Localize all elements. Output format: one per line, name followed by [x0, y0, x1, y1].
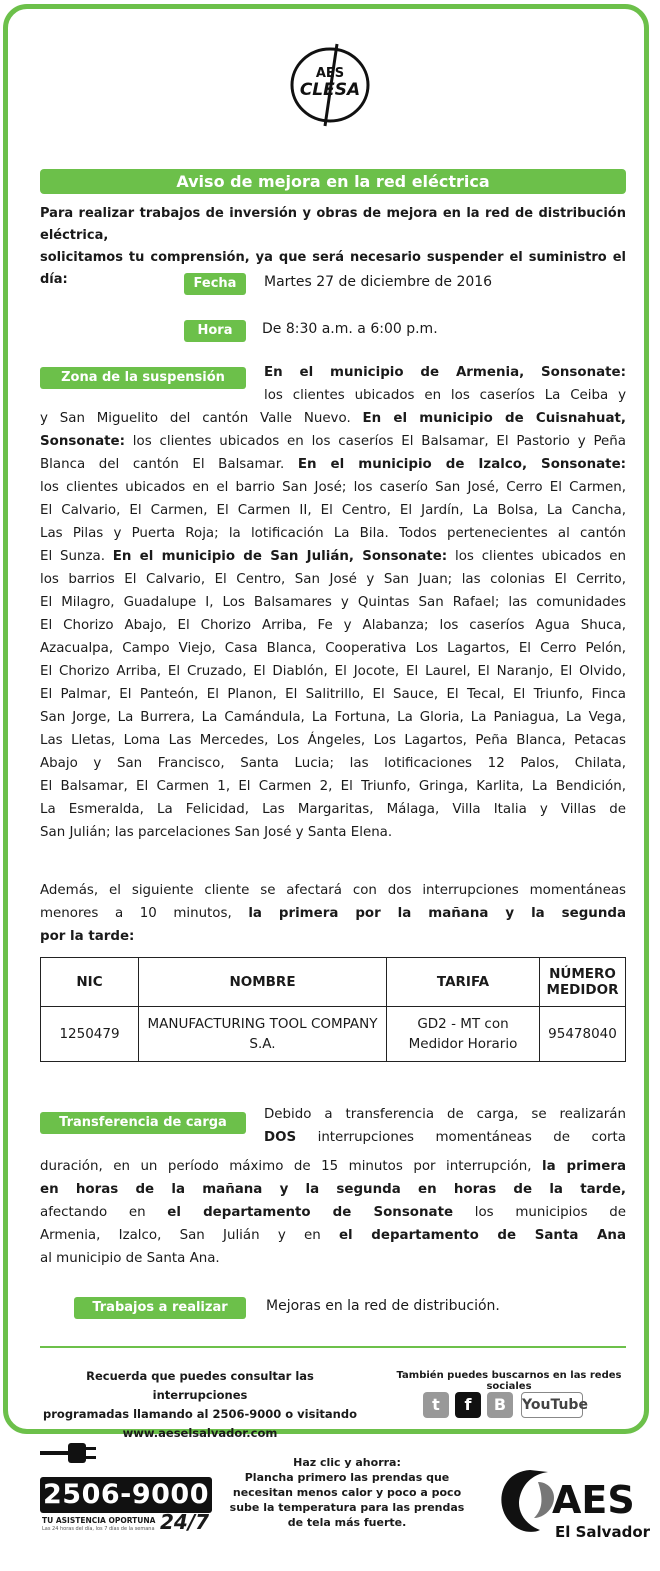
- tip-line: Plancha primero las prendas que: [244, 1471, 450, 1484]
- twitter-icon[interactable]: t: [423, 1392, 449, 1418]
- text-line: [40, 798, 626, 821]
- bold-text: en horas de la mañana y la segunda en horas de la tarde,: [40, 1182, 626, 1197]
- text: El Sunza.: [40, 549, 113, 564]
- bold-text: el departamento de Sonsonate: [167, 1205, 454, 1220]
- text-line: [40, 499, 626, 522]
- text-line: [40, 1201, 626, 1224]
- text-line: [40, 706, 626, 729]
- text: Las Pilas y Puerta Roja; la lotificación La Bila. Todos pertenecientes al cantón: [40, 526, 626, 541]
- recuerda-line: programadas llamando al 2506-9000 o visitando: [43, 1407, 357, 1421]
- transferencia-text: [40, 1155, 626, 1270]
- text: San Jorge, La Burrera, La Camándula, La Fortuna, La Gloria, La Paniagua, La Vega,: [40, 710, 626, 725]
- ademas-text: [40, 879, 626, 948]
- text-line: [40, 1224, 626, 1247]
- transferencia-label: Transferencia de carga: [40, 1112, 246, 1134]
- intro-line: solicitamos tu comprensión, ya que será necesario suspender el suministro el día:: [40, 250, 626, 287]
- text-line: [40, 1247, 626, 1270]
- text-line: [40, 775, 626, 798]
- hora-label: Hora: [184, 320, 246, 342]
- bold-text: por la tarde:: [40, 929, 135, 944]
- table-header-row: [41, 958, 626, 1007]
- zona-text: [40, 407, 626, 844]
- recuerda-line: Recuerda que puedes consultar las interrupciones: [86, 1369, 314, 1402]
- text-line: [40, 614, 626, 637]
- text: interrupciones momentáneas de corta: [296, 1130, 626, 1145]
- text: La Esmeralda, La Felicidad, Las Margaritas, Málaga, Villa Italia y Villas de: [40, 802, 626, 817]
- text: los clientes ubicados en el barrio San José; los caserío San José, Cerro El Carmen,: [40, 480, 626, 495]
- ahorro-tip: [222, 1455, 472, 1530]
- text: San Julián; las parcelaciones San José y Santa Elena.: [40, 825, 393, 840]
- text: menores a 10 minutos,: [40, 906, 249, 921]
- text-line: [40, 1155, 626, 1178]
- text-line: [40, 476, 626, 499]
- logo-clesa-text: CLESA: [299, 80, 361, 100]
- social-title: También puedes buscarnos en las redes sociales: [396, 1370, 622, 1392]
- transferencia-text-top: [264, 1103, 626, 1149]
- facebook-icon[interactable]: f: [455, 1392, 481, 1418]
- cell-nombre: MANUFACTURING TOOL COMPANY S.A.: [139, 1007, 387, 1062]
- tip-line: sube la temperatura para las prendas: [229, 1501, 465, 1514]
- text-line: [40, 660, 626, 683]
- text-line: [40, 1178, 626, 1201]
- text: duración, en un período máximo de 15 minutos por interrupción,: [40, 1159, 542, 1174]
- text-line: [40, 407, 626, 430]
- text-line: [40, 545, 626, 568]
- bold-text: Sonsonate:: [40, 434, 125, 449]
- logo-aes-text: AES: [315, 66, 345, 81]
- header-nombre: NOMBRE: [139, 958, 387, 1007]
- text-line: [40, 879, 626, 902]
- youtube-icon[interactable]: YouTube: [521, 1392, 583, 1418]
- text-line: [40, 568, 626, 591]
- text: El Calvario, El Carmen, El Carmen II, El Centro, El Jardín, La Bolsa, La Cancha,: [40, 503, 626, 518]
- aes-country: El Salvador: [555, 1523, 651, 1541]
- hora-value: De 8:30 a.m. a 6:00 p.m.: [262, 321, 438, 337]
- text-line: [264, 361, 626, 384]
- phone-number[interactable]: 2506-9000: [40, 1477, 212, 1513]
- text: Blanca del cantón El Balsamar.: [40, 457, 298, 472]
- asistencia-text: TU ASISTENCIA OPORTUNA: [42, 1516, 156, 1525]
- blogger-icon[interactable]: B: [487, 1392, 513, 1418]
- text: los clientes ubicados en los caseríos El Balsamar, El Pastorio y Peña: [124, 434, 626, 449]
- tip-line: de tela más fuerte.: [287, 1516, 407, 1529]
- asistencia-subtext: Las 24 horas del día, los 7 días de la semana: [42, 1526, 155, 1532]
- text: El Milagro, Guadalupe I, Los Balsamares y Quintas San Rafael; las comunidades: [40, 595, 626, 610]
- fecha-value: Martes 27 de diciembre de 2016: [264, 274, 493, 290]
- header-medidor: NÚMERO MEDIDOR: [540, 958, 626, 1007]
- text: Debido a transferencia de carga, se realizarán: [264, 1107, 626, 1122]
- text-line: [40, 683, 626, 706]
- text: afectando en: [40, 1205, 168, 1220]
- header-nic: NIC: [41, 958, 139, 1007]
- 24-7-text: 24/7: [160, 1510, 210, 1534]
- fecha-label: Fecha: [184, 273, 246, 295]
- text-line: [40, 821, 626, 844]
- bold-text: En el municipio de Cuisnahuat,: [362, 411, 626, 426]
- text: Armenia, Izalco, San Julián y en: [40, 1228, 339, 1243]
- text-line: [40, 902, 626, 925]
- cell-medidor: 95478040: [540, 1007, 626, 1062]
- text-line: [264, 1103, 626, 1126]
- plug-icon: [40, 1440, 98, 1466]
- text: Abajo y San Francisco, Santa Lucia; las lotificaciones 12 Palos, Chilata,: [40, 756, 626, 771]
- header-tarifa: TARIFA: [387, 958, 540, 1007]
- text: Las Lletas, Loma Las Mercedes, Los Ángeles, Los Lagartos, Peña Blanca, Petacas: [40, 733, 626, 748]
- table-row: [41, 1007, 626, 1062]
- trabajos-value: Mejoras en la red de distribución.: [266, 1298, 500, 1314]
- bold-text: En el municipio de San Julián, Sonsonate:: [112, 549, 448, 564]
- tip-line: Haz clic y ahorra:: [293, 1456, 401, 1469]
- bold-text: la primera: [542, 1159, 626, 1174]
- aes-clesa-logo: [285, 40, 375, 130]
- text-line: [40, 453, 626, 476]
- text: El Palmar, El Panteón, El Planon, El Salitrillo, El Sauce, El Tecal, El Triunfo, Finca: [40, 687, 626, 702]
- notice-title: Aviso de mejora en la red eléctrica: [40, 169, 626, 194]
- text: El Chorizo Abajo, El Chorizo Arriba, Fe y Alabanza; los caseríos Agua Shuca,: [40, 618, 626, 633]
- text-line: [40, 925, 626, 948]
- text: los clientes ubicados en los caseríos La Ceiba y: [264, 388, 626, 403]
- text: los barrios El Calvario, El Centro, San José y San Juan; las colonias El Cerrito,: [40, 572, 626, 587]
- text-line: [40, 522, 626, 545]
- bold-text: En el municipio de Armenia, Sonsonate:: [264, 365, 626, 380]
- text-line: [40, 591, 626, 614]
- text: Además, el siguiente cliente se afectará con dos interrupciones momentáneas: [40, 883, 626, 898]
- bold-text: el departamento de Santa Ana: [338, 1228, 626, 1243]
- text-line: [40, 430, 626, 453]
- zona-label: Zona de la suspensión: [40, 367, 246, 389]
- cell-nic: 1250479: [41, 1007, 139, 1062]
- text: Azacualpa, Campo Viejo, Casa Blanca, Cooperativa Los Lagartos, El Cerro Pelón,: [40, 641, 626, 656]
- cell-tarifa: GD2 - MT con Medidor Horario: [387, 1007, 540, 1062]
- text-line: [40, 729, 626, 752]
- text: El Balsamar, El Carmen 1, El Carmen 2, El Triunfo, Gringa, Karlita, La Bendición,: [40, 779, 626, 794]
- client-table: [40, 957, 626, 1062]
- text: al municipio de Santa Ana.: [40, 1251, 220, 1266]
- intro-line: Para realizar trabajos de inversión y obras de mejora en la red de distribución eléctrica,: [40, 206, 626, 243]
- divider: [40, 1346, 626, 1348]
- text-line: [40, 637, 626, 660]
- text-line: [264, 384, 626, 407]
- text-line: [264, 1126, 626, 1149]
- text: El Chorizo Arriba, El Cruzado, El Diablón, El Jocote, El Laurel, El Naranjo, El Olvido,: [40, 664, 626, 679]
- text: y San Miguelito del cantón Valle Nuevo.: [40, 411, 363, 426]
- website-link[interactable]: www.aeselsalvador.com: [122, 1426, 278, 1440]
- tip-line: necesitan menos calor y poco a poco: [232, 1486, 462, 1499]
- bold-text: la primera por la mañana y la segunda: [248, 906, 626, 921]
- text: los clientes ubicados en: [447, 549, 626, 564]
- text-line: [40, 752, 626, 775]
- text: los municipios de: [453, 1205, 627, 1220]
- zona-text-top: [264, 361, 626, 407]
- aes-wordmark: AES: [552, 1478, 635, 1522]
- recuerda-text: [40, 1367, 360, 1443]
- bold-text: En el municipio de Izalco, Sonsonate:: [297, 457, 627, 472]
- bold-text: DOS: [264, 1130, 297, 1145]
- trabajos-label: Trabajos a realizar: [74, 1297, 246, 1319]
